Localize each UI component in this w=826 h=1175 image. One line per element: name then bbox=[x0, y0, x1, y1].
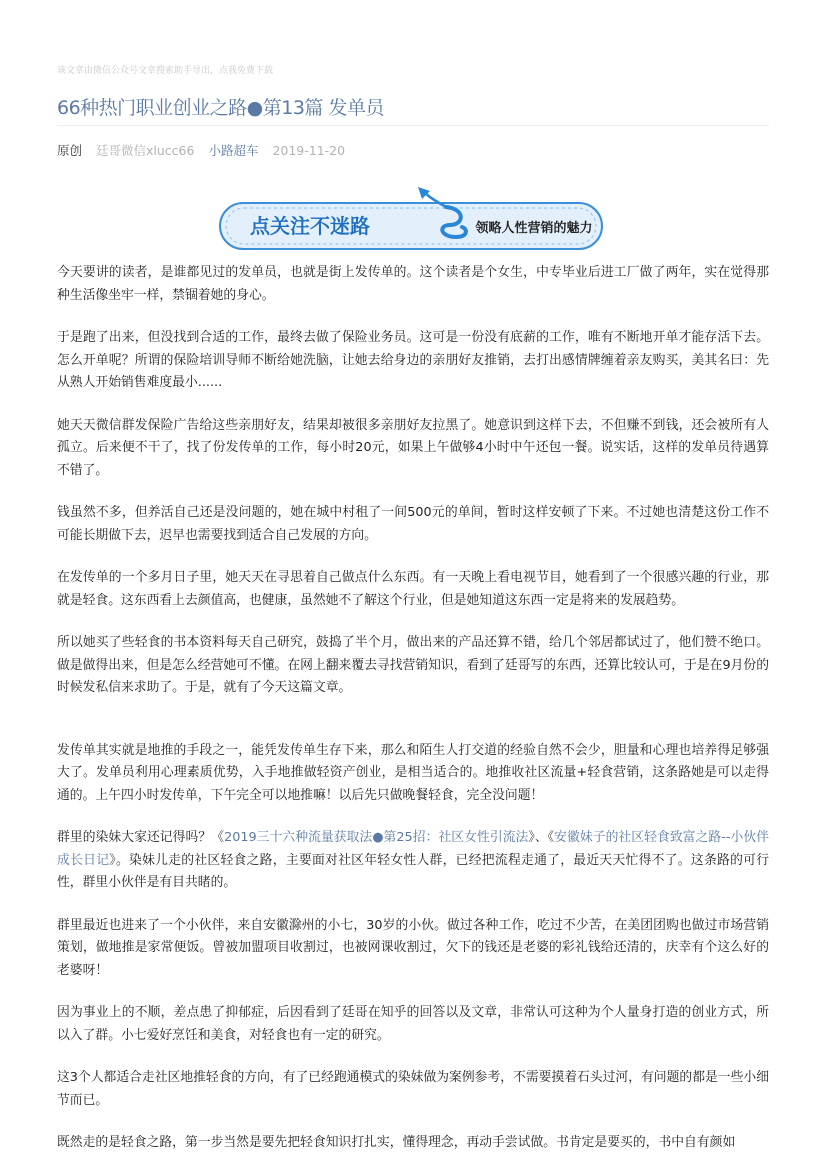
paragraph: 钱虽然不多，但养活自己还是没问题的，她在城中村租了一间500元的单间，暂时这样安顿了下来。不过她也清楚这份工作不可能长期做下去，迟早也需要找到适合自己发展的方向。 bbox=[57, 505, 769, 543]
paragraph: 在发传单的一个多月日子里，她天天在寻思着自己做点什么东西。有一天晚上看电视节目，她看到了一个很感兴趣的行业，那就是轻食。这东西看上去颜值高，也健康，虽然她不了解这个行业，但是她知道这东西一定是将来的发展趋势。 bbox=[57, 570, 769, 608]
paragraph: 于是跑了出来，但没找到合适的工作，最终去做了保险业务员。这可是一份没有底薪的工作，唯有不断地开单才能存活下去。怎么开单呢？所谓的保险培训导师不断给她洗脑，让她去给身边的亲朋好友推销，去打出感情牌缠着亲友购买，美其名曰：先从熟人开始销售难度最小...... bbox=[57, 330, 769, 390]
article-body bbox=[57, 262, 769, 1175]
banner-left-text: 点关注不迷路 bbox=[250, 214, 370, 238]
export-notice[interactable]: 该文章由微信公众号文章搜索助手导出，点我免费下载 bbox=[57, 66, 274, 76]
text-segment: 》。染妹儿走的社区轻食之路，主要面对社区年轻女性人群，已经把流程走通了，最近天天忙得不了。这条路的可行性，群里小伙伴是有目共睹的。 bbox=[57, 852, 770, 890]
paragraph: 所以她买了些轻食的书本资料每天自己研究，鼓捣了半个月，做出来的产品还算不错，给几个邻居都试过了，他们赞不绝口。做是做得出来，但是怎么经营她可不懂。在网上翻来覆去寻找营销知识，看到了廷哥写的东西，还算比较认可，于是在9月份的时候发私信来求助了。于是，就有了今天这篇文章。 bbox=[57, 635, 769, 695]
paragraph-with-links bbox=[57, 827, 769, 895]
paragraph: 群里最近也进来了一个小伙伴，来自安徽滁州的小七，30岁的小伙。做过各种工作，吃过不少苦，在美团团购也做过市场营销策划，做地推是家常便饭。曾被加盟项目收割过，也被网课收割过，欠下的钱还是老婆的彩礼钱给还清的，庆幸有个这么好的老婆呀！ bbox=[57, 917, 769, 978]
text-segment: 群里的染妹大家还记得吗？《 bbox=[57, 830, 225, 845]
publish-date: 2019-11-20 bbox=[272, 143, 346, 158]
original-tag: 原创 bbox=[57, 143, 83, 158]
paragraph: 这3个人都适合走社区地推轻食的方向，有了已经跑通模式的染妹做为案例参考，不需要摸着石头过河，有问题的都是一些小细节而已。 bbox=[57, 1070, 769, 1108]
paragraph: 今天要讲的读者，是谁都见过的发单员，也就是街上发传单的。这个读者是个女生，中专毕业后进工厂做了两年，实在觉得那种生活像坐牢一样，禁锢着她的身心。 bbox=[57, 265, 769, 303]
article-title: 66种热门职业创业之路●第13篇 发单员 bbox=[57, 97, 384, 119]
author-name: 廷哥微信xlucc66 bbox=[96, 143, 195, 158]
article-link-community-women[interactable]: 2019三十六种流量获取法●第25招：社区女性引流法 bbox=[224, 830, 529, 845]
paragraph: 她天天微信群发保险广告给这些亲朋好友，结果却被很多亲朋好友拉黑了。她意识到这样下去，不但赚不到钱，还会被所有人孤立。后来便不干了，找了份发传单的工作，每小时20元，如果上午做够4小时中午还包一餐。说实话，这样的发单员待遇算不错了。 bbox=[57, 417, 769, 478]
article-link-anhui-light-food[interactable]: 安徽妹子的社区轻食致富之路--小伙伴成长日记 bbox=[57, 830, 770, 868]
article-meta bbox=[57, 141, 355, 159]
paragraph: 既然走的是轻食之路，第一步当然是要先把轻食知识打扎实，懂得理念，再动手尝试做。书肯定是要买的，书中自有颜如 bbox=[57, 1135, 736, 1150]
follow-banner bbox=[218, 187, 604, 253]
text-segment: 》、《 bbox=[528, 830, 555, 845]
title-divider bbox=[57, 125, 769, 126]
paragraph: 因为事业上的不顺，差点患了抑郁症，后因看到了廷哥在知乎的回答以及文章，非常认可这种为个人量身打造的创业方式，所以入了群。小七爱好烹饪和美食，对轻食也有一定的研究。 bbox=[57, 1005, 769, 1043]
account-name-link[interactable]: 小路超车 bbox=[208, 143, 259, 158]
banner-right-text: 领略人性营销的魅力 bbox=[475, 221, 593, 236]
paragraph: 发传单其实就是地推的手段之一，能凭发传单生存下来，那么和陌生人打交道的经验自然不会少，胆量和心理也培养得足够强大了。发单员利用心理素质优势，入手地推做轻资产创业，是相当适合的。地推收社区流量+轻食营销，这条路她是可以走得通的。上午四小时发传单，下午完全可以地推嘛！以后先只做晚餐轻食，完全没问题！ bbox=[57, 742, 769, 803]
